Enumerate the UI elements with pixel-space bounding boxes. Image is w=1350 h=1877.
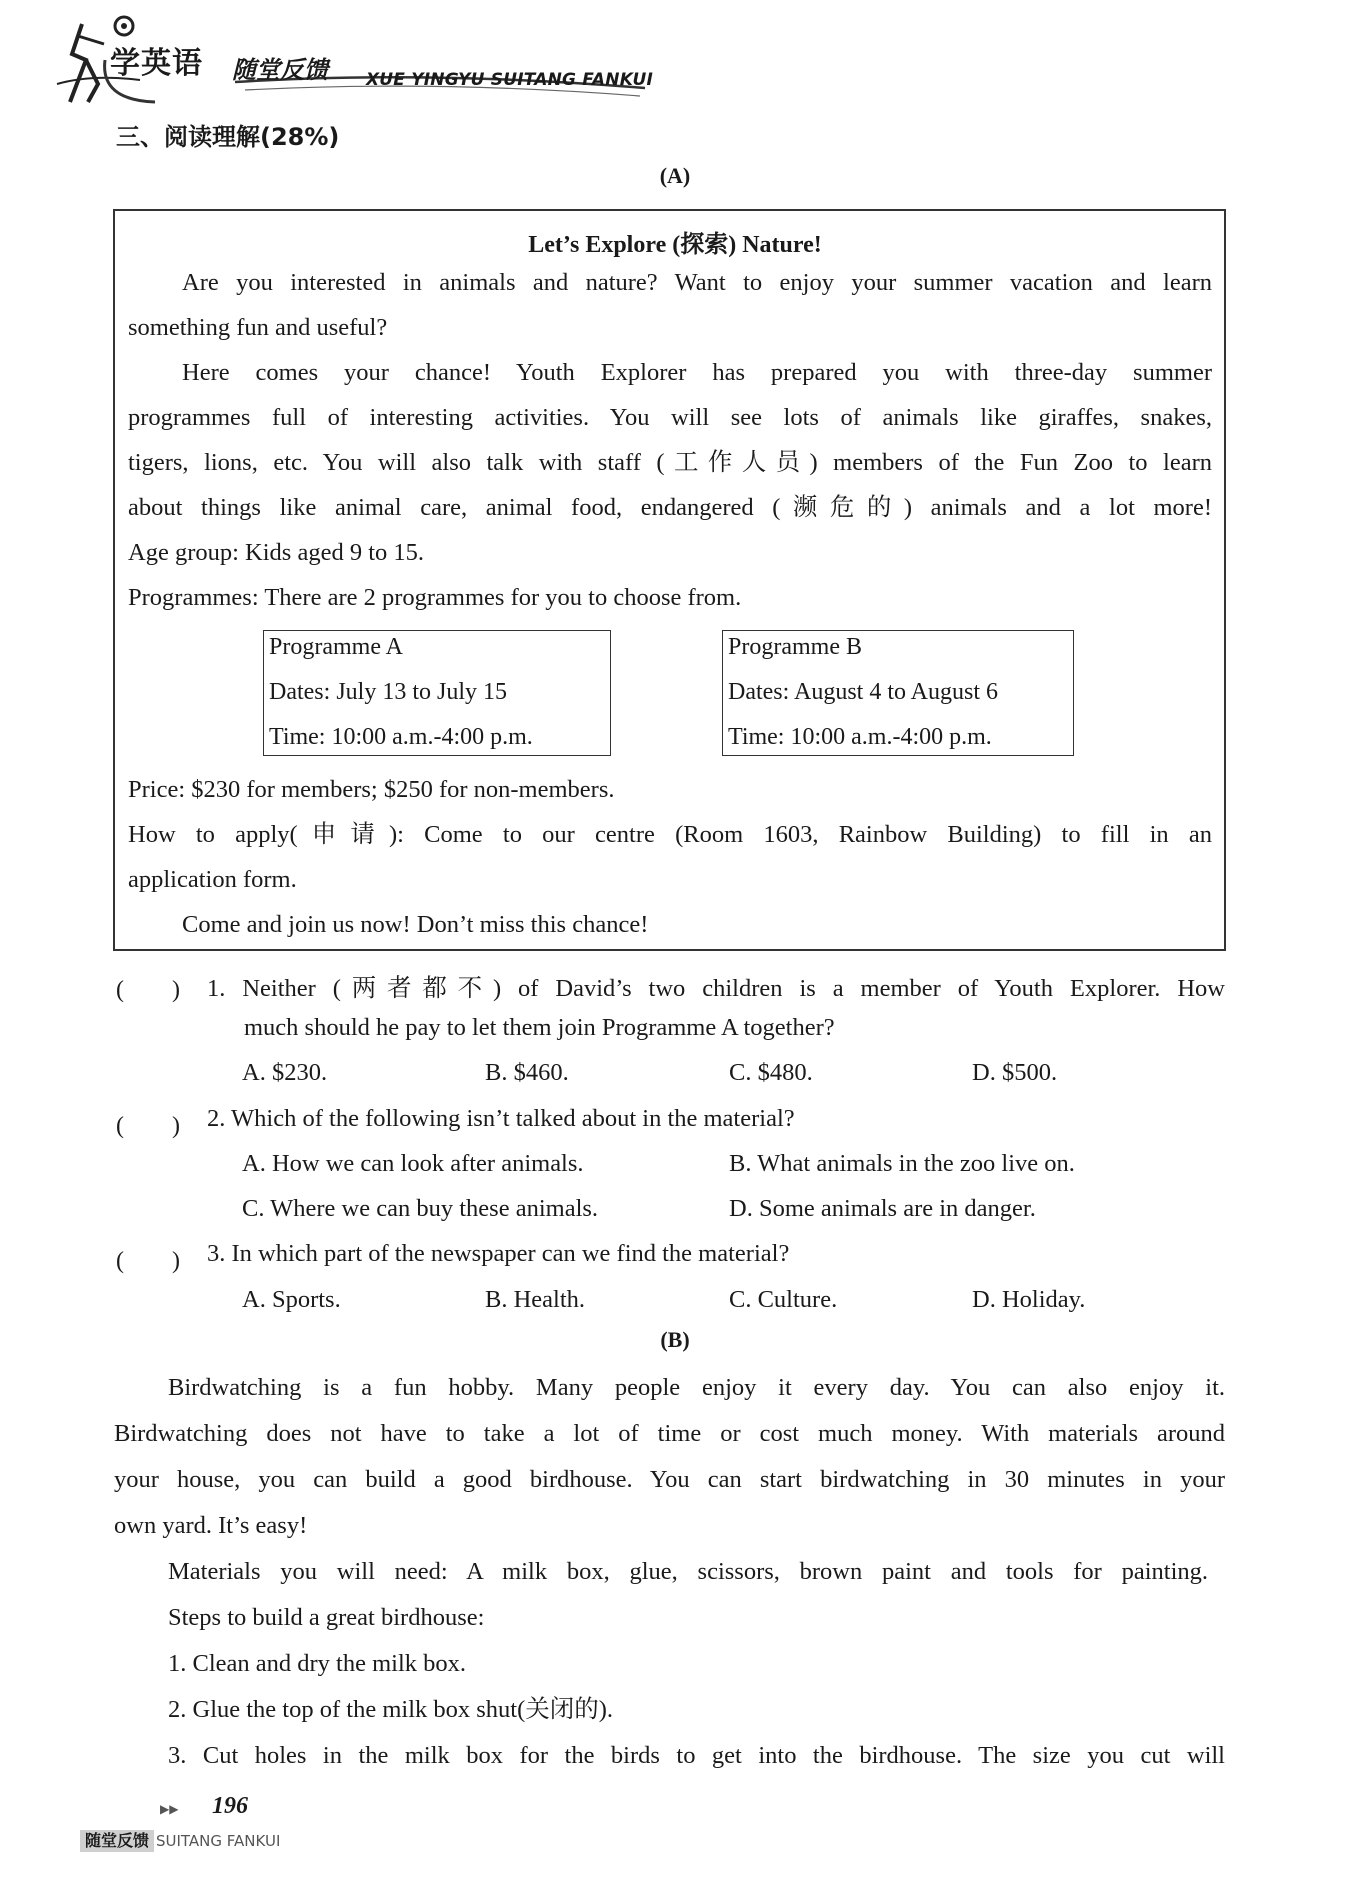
- part-a-label: (A): [659, 163, 691, 188]
- b-para1-line: Birdwatching is a fun hobby. Many people enjoy it every day. You can also enjoy it.: [168, 1374, 1225, 1401]
- programme-a-name: Programme A: [269, 634, 403, 660]
- answer-blank[interactable]: ( ): [116, 1248, 180, 1274]
- option-c[interactable]: C. $480.: [729, 1059, 813, 1086]
- footer-tag: 随堂反馈: [80, 1830, 154, 1852]
- header-pinyin: XUE YINGYU SUITANG FANKUI: [366, 70, 654, 90]
- b-step: 3. Cut holes in the milk box for the birds to get into the birdhouse. The size you cut will: [168, 1742, 1225, 1769]
- answer-blank[interactable]: ( ): [116, 1113, 180, 1139]
- programme-b-name: Programme B: [728, 634, 862, 660]
- question-1-text: much should he pay to let them join Programme A together?: [244, 1014, 835, 1041]
- option-c[interactable]: C. Culture.: [729, 1286, 838, 1313]
- question-2-text: 2. Which of the following isn’t talked about in the material?: [207, 1105, 795, 1132]
- question-3-text: 3. In which part of the newspaper can we find the material?: [207, 1240, 790, 1267]
- ad-apply-line: How to apply(申请): Come to our centre (Room 1603, Rainbow Building) to fill in an: [128, 821, 1212, 848]
- page-number: 196: [212, 1793, 248, 1819]
- section-heading: 三、阅读理解(28%): [116, 123, 340, 151]
- option-d[interactable]: D. Some animals are in danger.: [729, 1195, 1036, 1222]
- ad-title: Let’s Explore (探索) Nature!: [528, 232, 822, 258]
- option-d[interactable]: D. $500.: [972, 1059, 1058, 1086]
- footer-pinyin: SUITANG FANKUI: [156, 1832, 281, 1850]
- option-a[interactable]: A. How we can look after animals.: [242, 1150, 584, 1177]
- programme-b-dates: Dates: August 4 to August 6: [728, 679, 999, 705]
- ad-para2-line: tigers, lions, etc. You will also talk with staff (工作人员) members of the Fun Zoo to learn: [128, 449, 1212, 476]
- programme-b-time: Time: 10:00 a.m.-4:00 p.m.: [728, 724, 992, 750]
- option-d[interactable]: D. Holiday.: [972, 1286, 1086, 1313]
- b-para1-line: your house, you can build a good birdhouse. You can start birdwatching in 30 minutes in your: [114, 1466, 1225, 1493]
- option-a[interactable]: A. Sports.: [242, 1286, 341, 1313]
- b-materials: Materials you will need: A milk box, glue, scissors, brown paint and tools for painting.: [168, 1558, 1208, 1585]
- ad-para2-line: about things like animal care, animal food, endangered (濒危的) animals and a lot more!: [128, 494, 1212, 521]
- ad-programmes-intro: Programmes: There are 2 programmes for you to choose from.: [128, 584, 742, 611]
- option-b[interactable]: B. Health.: [485, 1286, 586, 1313]
- header-brand: 学英语: [110, 46, 203, 81]
- b-step: 1. Clean and dry the milk box.: [168, 1650, 467, 1677]
- b-para1-line: own yard. It’s easy!: [114, 1512, 308, 1539]
- ad-para2-line: programmes full of interesting activities. You will see lots of animals like giraffes, snakes,: [128, 404, 1212, 431]
- ad-para1-line: something fun and useful?: [128, 314, 388, 341]
- ad-para1-line: Are you interested in animals and nature? Want to enjoy your summer vacation and learn: [182, 269, 1212, 296]
- ad-para2-line: Here comes your chance! Youth Explorer has prepared you with three-day summer: [182, 359, 1212, 386]
- footer-arrow-icon: ▶▶: [160, 1802, 179, 1816]
- programme-a-dates: Dates: July 13 to July 15: [269, 679, 507, 705]
- option-c[interactable]: C. Where we can buy these animals.: [242, 1195, 599, 1222]
- b-para1-line: Birdwatching does not have to take a lot of time or cost much money. With materials around: [114, 1420, 1225, 1447]
- ad-closing: Come and join us now! Don’t miss this chance!: [182, 911, 649, 938]
- option-b[interactable]: B. $460.: [485, 1059, 569, 1086]
- header-subtitle: 随堂反馈: [232, 56, 328, 84]
- ad-age-group: Age group: Kids aged 9 to 15.: [128, 539, 424, 566]
- answer-blank[interactable]: ( ): [116, 977, 180, 1003]
- part-b-label: (B): [660, 1327, 690, 1352]
- b-steps-intro: Steps to build a great birdhouse:: [168, 1604, 485, 1631]
- programme-a-time: Time: 10:00 a.m.-4:00 p.m.: [269, 724, 533, 750]
- ad-price: Price: $230 for members; $250 for non-members.: [128, 776, 615, 803]
- option-a[interactable]: A. $230.: [242, 1059, 328, 1086]
- question-1-text: 1. Neither (两者都不) of David’s two children is a member of Youth Explorer. How: [207, 975, 1225, 1002]
- ad-apply-line: application form.: [128, 866, 297, 893]
- option-b[interactable]: B. What animals in the zoo live on.: [729, 1150, 1075, 1177]
- b-step: 2. Glue the top of the milk box shut(关闭的).: [168, 1696, 614, 1723]
